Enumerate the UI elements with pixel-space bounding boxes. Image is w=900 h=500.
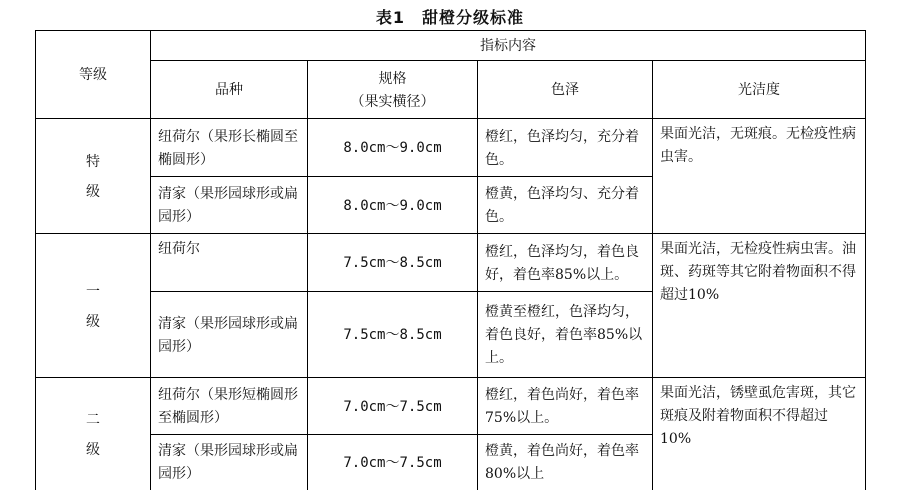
spec-cell: 8.0cm～9.0cm <box>308 119 478 177</box>
grade-label-first <box>36 234 151 378</box>
variety-cell: 纽荷尔（果形长椭圆至椭圆形） <box>151 119 308 177</box>
header-variety: 品种 <box>151 61 308 119</box>
spec-cell: 7.0cm～7.5cm <box>308 378 478 435</box>
header-spec <box>308 61 478 119</box>
grade-char: 级 <box>86 313 100 330</box>
color-cell: 橙红，色泽均匀，充分着色。 <box>478 119 653 177</box>
finish-cell: 果面光洁，无斑痕。无检疫性病虫害。 <box>653 119 866 234</box>
grade-char: 二 <box>86 411 100 428</box>
grade-label-second <box>36 378 151 490</box>
spec-cell: 7.5cm～8.5cm <box>308 292 478 378</box>
header-row-2 <box>36 61 866 119</box>
color-cell: 橙黄至橙红，色泽均匀，着色良好，着色率85%以上。 <box>478 292 653 378</box>
header-indicators: 指标内容 <box>151 31 866 61</box>
table-row <box>36 378 866 435</box>
color-cell: 橙黄，着色尚好，着色率80%以上 <box>478 435 653 490</box>
variety-cell: 纽荷尔（果形短椭圆形至椭圆形） <box>151 378 308 435</box>
spec-cell: 7.0cm～7.5cm <box>308 435 478 490</box>
variety-cell: 纽荷尔 <box>151 234 308 292</box>
color-cell: 橙红，着色尚好，着色率75%以上。 <box>478 378 653 435</box>
finish-cell: 果面光洁，无检疫性病虫害。油斑、药斑等其它附着物面积不得超过10% <box>653 234 866 378</box>
grade-label-special <box>36 119 151 234</box>
grade-char: 级 <box>86 184 100 200</box>
variety-cell: 清家（果形园球形或扁园形） <box>151 292 308 378</box>
color-cell: 橙黄，色泽均匀、充分着色。 <box>478 177 653 234</box>
grading-table <box>35 30 866 490</box>
header-finish: 光洁度 <box>653 61 866 119</box>
table-row <box>36 119 866 177</box>
header-row-1 <box>36 31 866 61</box>
table-row <box>36 234 866 292</box>
variety-cell: 清家（果形园球形或扁园形） <box>151 177 308 234</box>
spec-cell: 7.5cm～8.5cm <box>308 234 478 292</box>
grade-char: 级 <box>86 441 100 458</box>
finish-cell: 果面光洁，锈壁虱危害斑，其它斑痕及附着物面积不得超过10% <box>653 378 866 490</box>
header-spec-line1: 规格 <box>378 70 407 87</box>
header-grade: 等级 <box>36 31 151 119</box>
header-spec-line2: （果实横径） <box>350 93 435 110</box>
grade-char: 特 <box>86 154 100 170</box>
header-color: 色泽 <box>478 61 653 119</box>
color-cell: 橙红，色泽均匀，着色良好，着色率85%以上。 <box>478 234 653 292</box>
variety-cell: 清家（果形园球形或扁园形） <box>151 435 308 490</box>
table-title: 表1 甜橙分级标准 <box>375 8 525 27</box>
spec-cell: 8.0cm～9.0cm <box>308 177 478 234</box>
grade-char: 一 <box>86 283 100 300</box>
